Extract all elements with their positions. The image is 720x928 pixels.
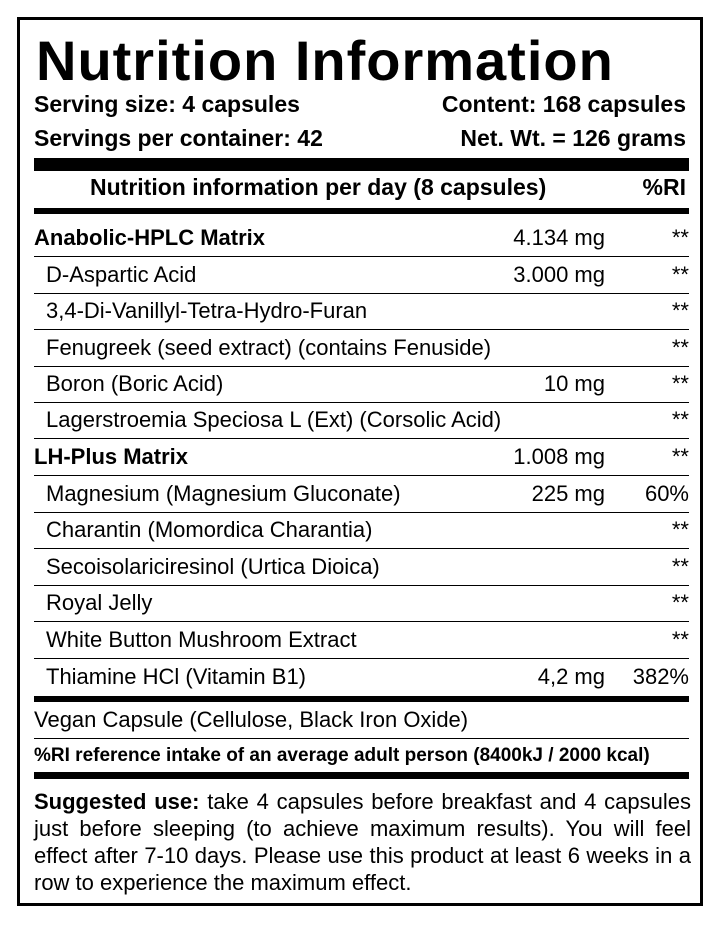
nutrient-row <box>34 512 689 548</box>
nutrient-name: 3,4-Di-Vanillyl-Tetra-Hydro-Furan <box>46 298 368 323</box>
panel-title: Nutrition Information <box>36 29 614 92</box>
suggested-use-text: take 4 capsules before breakfast and 4 capsules just before sleeping (to achieve maximum results). You will feel effect after 7-10 days. Please use this product at least 6 weeks in a row to experience the maximum effect. <box>34 789 691 895</box>
nutrient-amount: 3.000 mg <box>513 262 605 287</box>
servings-per-container: Servings per container: 42 <box>34 125 323 151</box>
nutrient-row <box>34 293 689 329</box>
table-header-label: Nutrition information per day (8 capsules) <box>90 174 547 200</box>
nutrient-row <box>34 366 689 402</box>
nutrient-row <box>34 622 689 658</box>
nutrient-name: Thiamine HCl (Vitamin B1) <box>46 664 307 689</box>
nutrient-name: LH-Plus Matrix <box>34 444 189 469</box>
content-count: Content: 168 capsules <box>441 91 686 117</box>
nutrient-name: Lagerstroemia Speciosa L (Ext) (Corsolic Acid) <box>46 407 502 432</box>
nutrient-ri: ** <box>671 298 689 323</box>
nutrient-name: White Button Mushroom Extract <box>46 627 357 652</box>
nutrient-ri: ** <box>671 262 689 287</box>
nutrient-row <box>34 476 689 512</box>
nutrient-ri: ** <box>671 407 689 432</box>
nutrient-name: Anabolic-HPLC Matrix <box>34 225 266 250</box>
nutrient-name: Royal Jelly <box>46 590 153 615</box>
nutrient-row <box>34 330 689 366</box>
nutrient-amount: 4,2 mg <box>537 664 605 689</box>
nutrient-name: Fenugreek (seed extract) (contains Fenuside) <box>46 335 492 360</box>
nutrient-amount: 10 mg <box>543 371 605 396</box>
nutrient-amount: 225 mg <box>531 481 605 506</box>
nutrient-name: Magnesium (Magnesium Gluconate) <box>46 481 401 506</box>
ri-reference-note: %RI reference intake of an average adult person (8400kJ / 2000 kcal) <box>34 745 650 766</box>
capsule-note: Vegan Capsule (Cellulose, Black Iron Oxide) <box>34 707 469 732</box>
nutrient-row <box>34 549 689 585</box>
net-weight: Net. Wt. = 126 grams <box>460 125 686 151</box>
divider-medium <box>34 772 689 779</box>
suggested-use-label: Suggested use: <box>34 789 200 814</box>
nutrient-row <box>34 659 689 695</box>
nutrient-amount: 4.134 mg <box>513 225 605 250</box>
nutrient-ri: ** <box>671 371 689 396</box>
nutrient-name: D-Aspartic Acid <box>46 262 197 287</box>
nutrient-ri: ** <box>671 627 689 652</box>
nutrient-amount: 1.008 mg <box>513 444 605 469</box>
nutrient-ri: 60% <box>644 481 689 506</box>
nutrient-ri: ** <box>671 444 689 469</box>
divider-thin <box>34 738 689 739</box>
suggested-use <box>34 788 691 896</box>
nutrient-ri: ** <box>671 554 689 579</box>
nutrient-ri: ** <box>671 590 689 615</box>
serving-size: Serving size: 4 capsules <box>34 91 300 117</box>
nutrient-row <box>34 257 689 293</box>
divider-thick <box>34 158 689 171</box>
table-header-ri: %RI <box>642 174 686 200</box>
nutrient-row <box>34 220 689 256</box>
nutrient-name: Boron (Boric Acid) <box>46 371 224 396</box>
nutrient-ri: ** <box>671 335 689 360</box>
divider-medium <box>34 208 689 214</box>
nutrient-name: Secoisolariciresinol (Urtica Dioica) <box>46 554 380 579</box>
divider-medium <box>34 696 689 702</box>
nutrient-ri: 382% <box>632 664 689 689</box>
nutrient-row <box>34 585 689 621</box>
nutrient-name: Charantin (Momordica Charantia) <box>46 517 373 542</box>
nutrient-ri: ** <box>671 517 689 542</box>
nutrient-ri: ** <box>671 225 689 250</box>
nutrient-row <box>34 402 689 438</box>
nutrient-row <box>34 439 689 475</box>
nutrition-panel <box>17 17 703 906</box>
